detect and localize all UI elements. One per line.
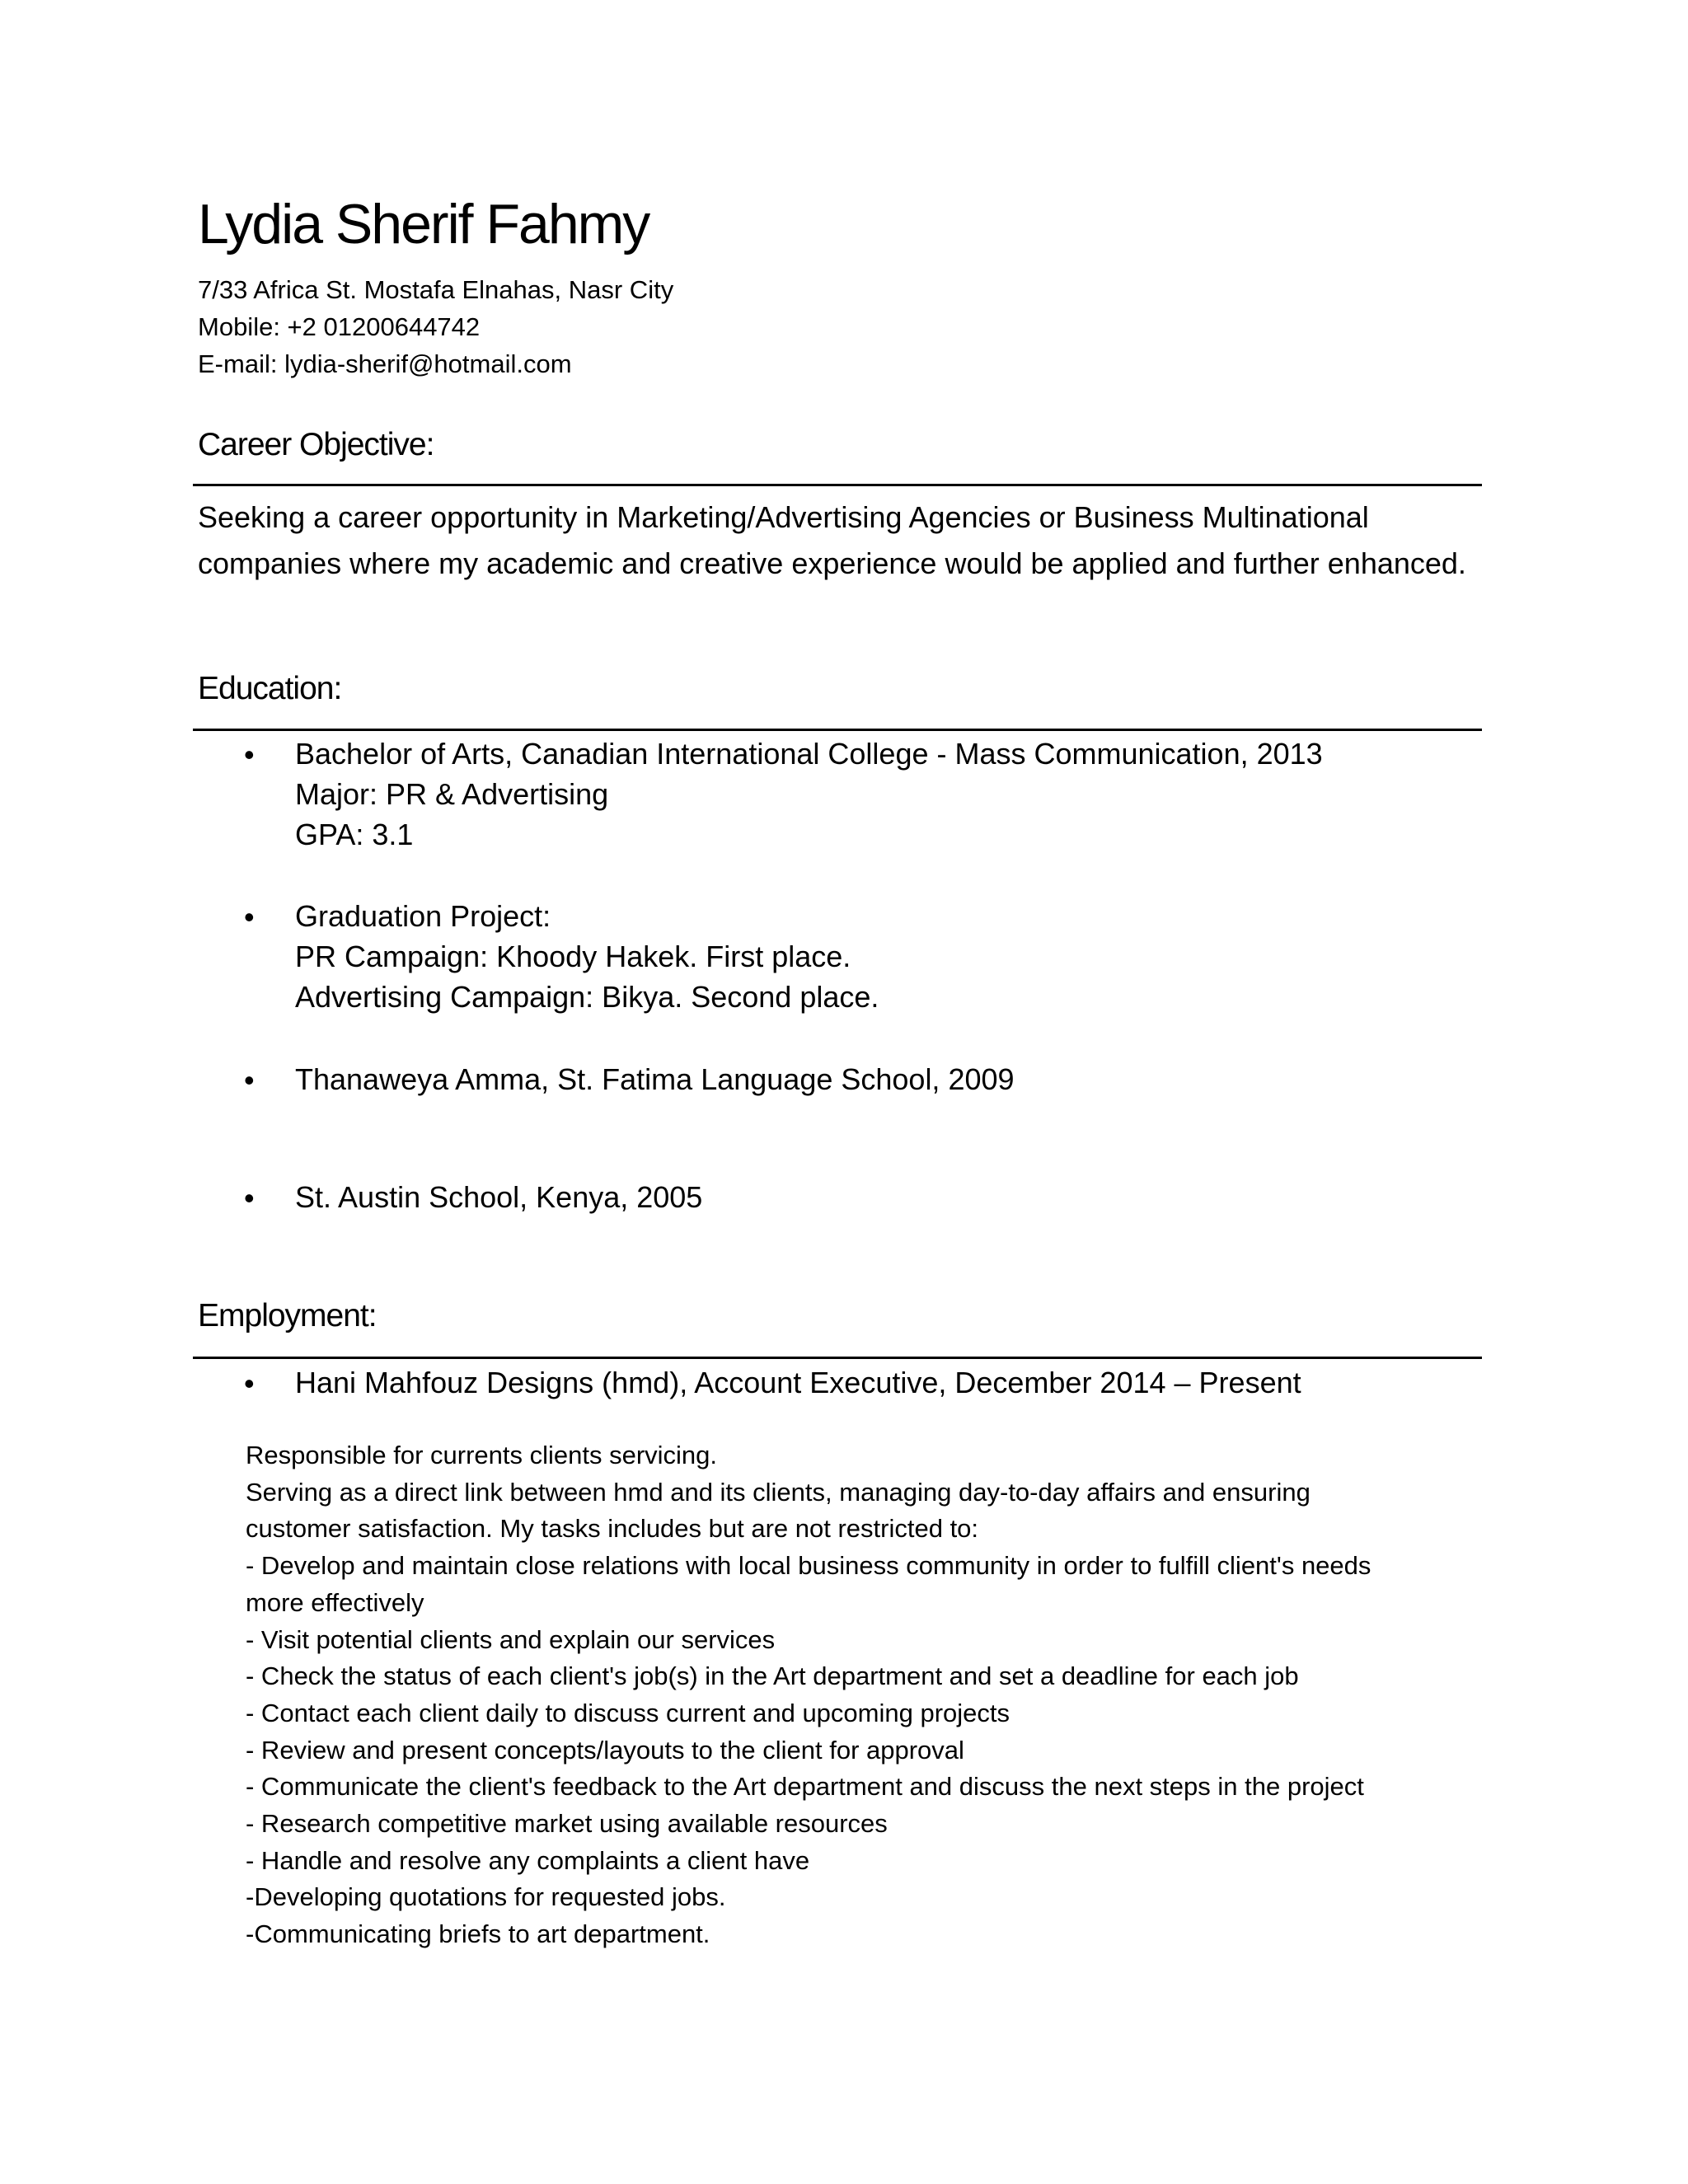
mobile-line: Mobile: +2 01200644742 xyxy=(198,312,481,341)
duty-line: Responsible for currents clients servicing. xyxy=(246,1441,718,1469)
education-item-line: Thanaweya Amma, St. Fatima Language School, 2009 xyxy=(295,1062,1015,1096)
education-item-line: Graduation Project: xyxy=(295,899,551,933)
education-item xyxy=(295,1177,702,1217)
job-title-line: Hani Mahfouz Designs (hmd), Account Executive, December 2014 – Present xyxy=(295,1366,1301,1399)
duty-line: - Develop and maintain close relations with local business community in order to fulfill client's needs xyxy=(246,1551,1372,1581)
duty-line: - Research competitive market using available resources xyxy=(246,1809,888,1839)
duty-line: more effectively xyxy=(246,1587,424,1617)
duty-line: - Handle and resolve any complaints a client have xyxy=(246,1845,810,1875)
career-objective-text: Seeking a career opportunity in Marketing/Advertising Agencies or Business Multinational companies where my academic and creative experience would be applied and further enhanced. xyxy=(198,500,1466,580)
education-item xyxy=(295,1059,1015,1099)
education-item xyxy=(295,733,1323,855)
candidate-name: Lydia Sherif Fahmy xyxy=(198,193,649,255)
duty-line: -Communicating briefs to art department. xyxy=(246,1919,710,1949)
education-item-line: PR Campaign: Khoody Hakek. First place. xyxy=(295,940,851,973)
duty-line: -Developing quotations for requested jobs. xyxy=(246,1882,726,1912)
duty-line: customer satisfaction. My tasks includes but are not restricted to: xyxy=(246,1514,979,1544)
education-item-line: Advertising Campaign: Bikya. Second place. xyxy=(295,980,879,1014)
career-objective-divider xyxy=(193,484,1482,486)
bullet-icon: • xyxy=(244,1181,255,1215)
education-item-line: Major: PR & Advertising xyxy=(295,777,609,811)
duty-line: - Communicate the client's feedback to the Art department and discuss the next steps in the project xyxy=(246,1772,1364,1802)
bullet-icon: • xyxy=(244,900,255,934)
duty-line: - Visit potential clients and explain our services xyxy=(246,1624,776,1654)
employment-duties xyxy=(246,1437,1482,1953)
bullet-icon: • xyxy=(244,1063,255,1097)
education-item-line: Bachelor of Arts, Canadian International College - Mass Communication, 2013 xyxy=(295,737,1323,771)
education-heading: Education: xyxy=(198,671,342,706)
employment-heading: Employment: xyxy=(198,1298,377,1333)
address-line: 7/33 Africa St. Mostafa Elnahas, Nasr City xyxy=(198,275,674,304)
duty-line: - Check the status of each client's job(s) in the Art department and set a deadline for each job xyxy=(246,1661,1299,1691)
duty-line: Serving as a direct link between hmd and its clients, managing day-to-day affairs and ensuring xyxy=(246,1477,1311,1507)
employment-job-title xyxy=(295,1362,1301,1403)
duty-line: - Review and present concepts/layouts to the client for approval xyxy=(246,1735,964,1765)
career-objective-heading: Career Objective: xyxy=(198,427,434,462)
education-item-line: GPA: 3.1 xyxy=(295,818,414,851)
education-item xyxy=(295,896,879,1017)
duty-line: - Contact each client daily to discuss current and upcoming projects xyxy=(246,1698,1010,1727)
education-divider xyxy=(193,729,1482,731)
email-line: E-mail: lydia-sherif@hotmail.com xyxy=(198,349,572,378)
employment-divider xyxy=(193,1357,1482,1359)
bullet-icon: • xyxy=(244,738,255,771)
education-item-line: St. Austin School, Kenya, 2005 xyxy=(295,1180,703,1214)
bullet-icon: • xyxy=(244,1366,255,1400)
